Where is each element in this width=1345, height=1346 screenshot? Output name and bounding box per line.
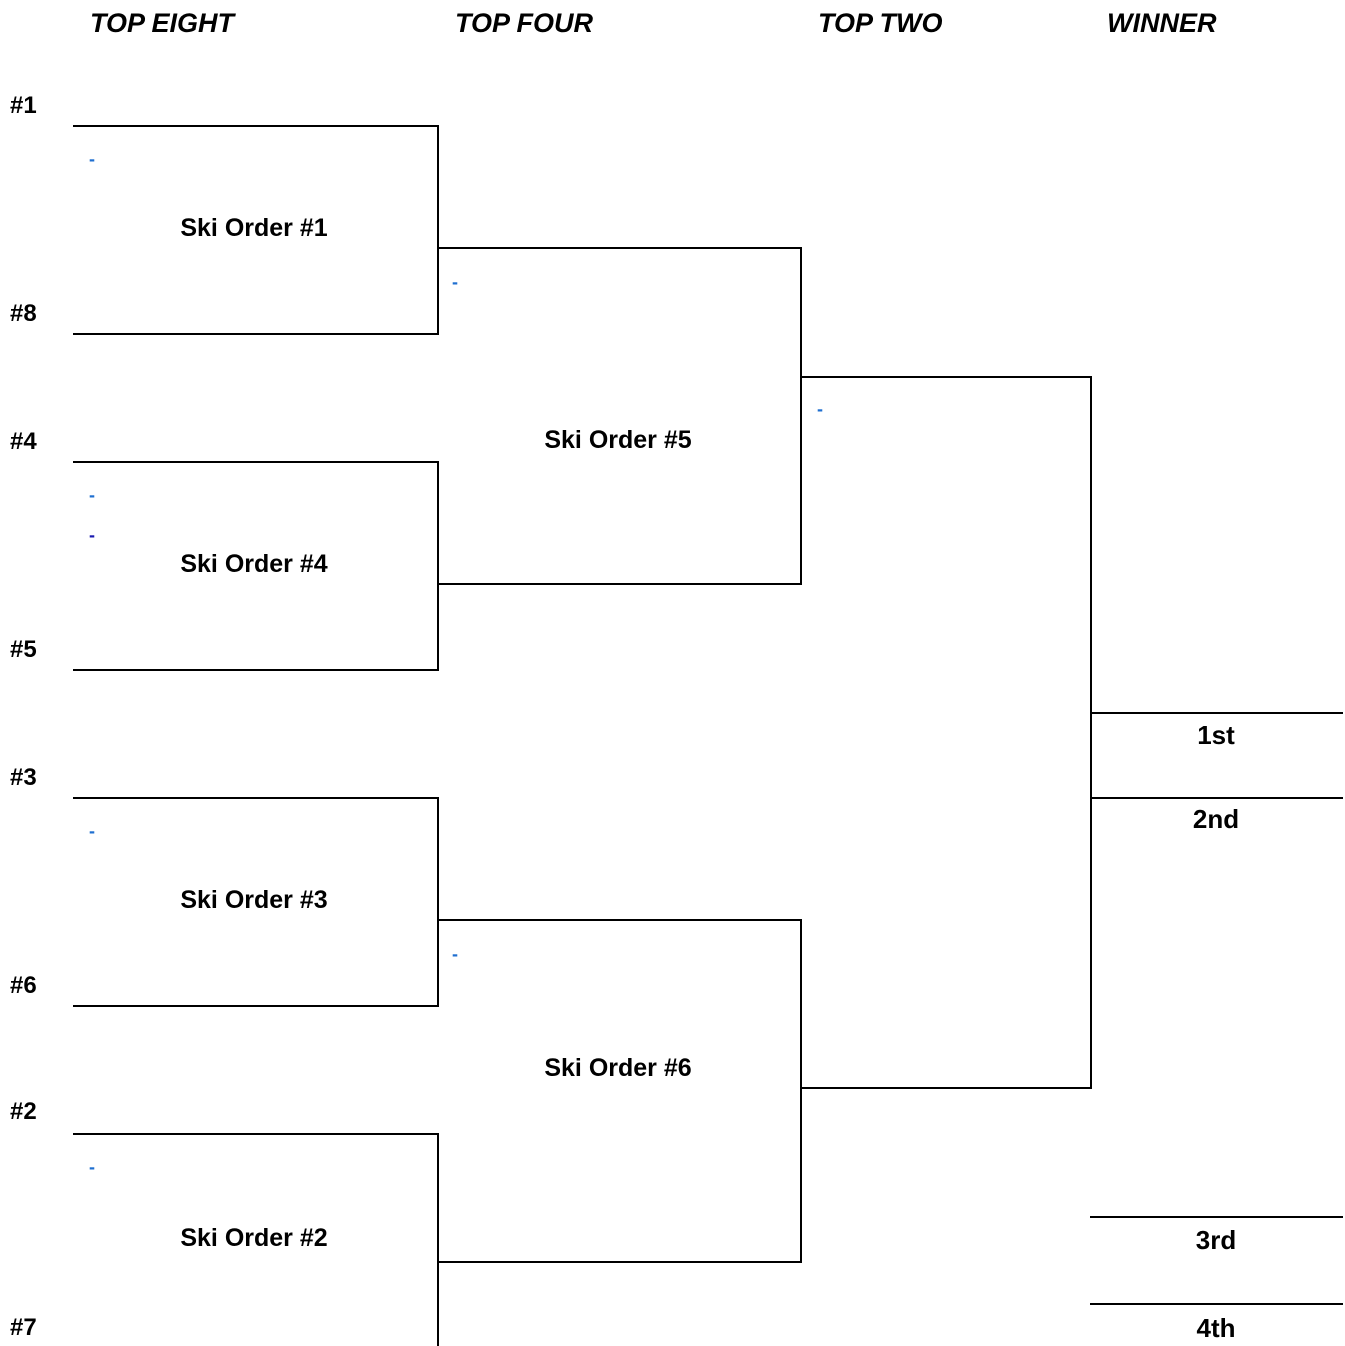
bracket-line-seed-4 [73,461,439,463]
match-label-ski-order-2: Ski Order #2 [180,1224,328,1252]
bracket-line-semi-2-top [437,919,802,921]
header-top-eight: TOP EIGHT [90,8,235,38]
placeholder-slot-final[interactable]: - [817,399,823,419]
seed-7-label: #7 [10,1314,37,1341]
header-top-four: TOP FOUR [455,8,594,38]
placeholder-slot-match-4-alt[interactable]: - [89,525,95,545]
placeholder-slot-match-6[interactable]: - [452,944,458,964]
bracket-connector-final [1090,376,1092,1089]
bracket-line-seed-5 [73,669,439,671]
bracket-connector-match-5 [800,247,802,585]
bracket-line-seed-3 [73,797,439,799]
seed-2-label: #2 [10,1098,37,1125]
place-label-first: 1st [1197,720,1235,750]
placeholder-slot-match-4[interactable]: - [89,485,95,505]
bracket-line-seed-8 [73,333,439,335]
place-label-fourth: 4th [1196,1313,1236,1343]
seed-8-label: #8 [10,300,37,327]
header-winner: WINNER [1107,8,1217,38]
bracket-connector-match-1 [437,125,439,335]
seed-1-label: #1 [10,92,37,119]
bracket-line-seed-2 [73,1133,439,1135]
seed-5-label: #5 [10,636,37,663]
bracket-connector-match-3 [437,797,439,1007]
place-line-third [1090,1216,1343,1218]
bracket-line-semi-1-top [437,247,802,249]
place-label-third: 3rd [1195,1225,1237,1255]
place-line-fourth [1090,1303,1343,1305]
bracket-line-final-top [800,376,1092,378]
placeholder-slot-match-3[interactable]: - [89,821,95,841]
match-label-ski-order-6: Ski Order #6 [544,1054,692,1082]
bracket-line-final-bottom [800,1087,1092,1089]
placeholder-slot-match-1[interactable]: - [89,149,95,169]
place-line-first [1090,712,1343,714]
bracket-connector-match-4 [437,461,439,671]
bracket-connector-match-6 [800,919,802,1263]
match-label-ski-order-4: Ski Order #4 [180,550,328,578]
bracket-connector-match-2 [437,1133,439,1346]
seed-6-label: #6 [10,972,37,999]
header-top-two: TOP TWO [818,8,943,38]
match-label-ski-order-3: Ski Order #3 [180,886,328,914]
seed-4-label: #4 [10,428,37,455]
match-label-ski-order-5: Ski Order #5 [544,426,692,454]
match-label-ski-order-1: Ski Order #1 [180,214,328,242]
bracket-line-semi-2-bottom [437,1261,802,1263]
placeholder-slot-match-5[interactable]: - [452,272,458,292]
seed-3-label: #3 [10,764,37,791]
bracket-line-semi-1-bottom [437,583,802,585]
place-label-second: 2nd [1192,804,1240,834]
bracket-line-seed-1 [73,125,439,127]
place-line-second [1090,797,1343,799]
placeholder-slot-match-2[interactable]: - [89,1157,95,1177]
bracket-line-seed-6 [73,1005,439,1007]
